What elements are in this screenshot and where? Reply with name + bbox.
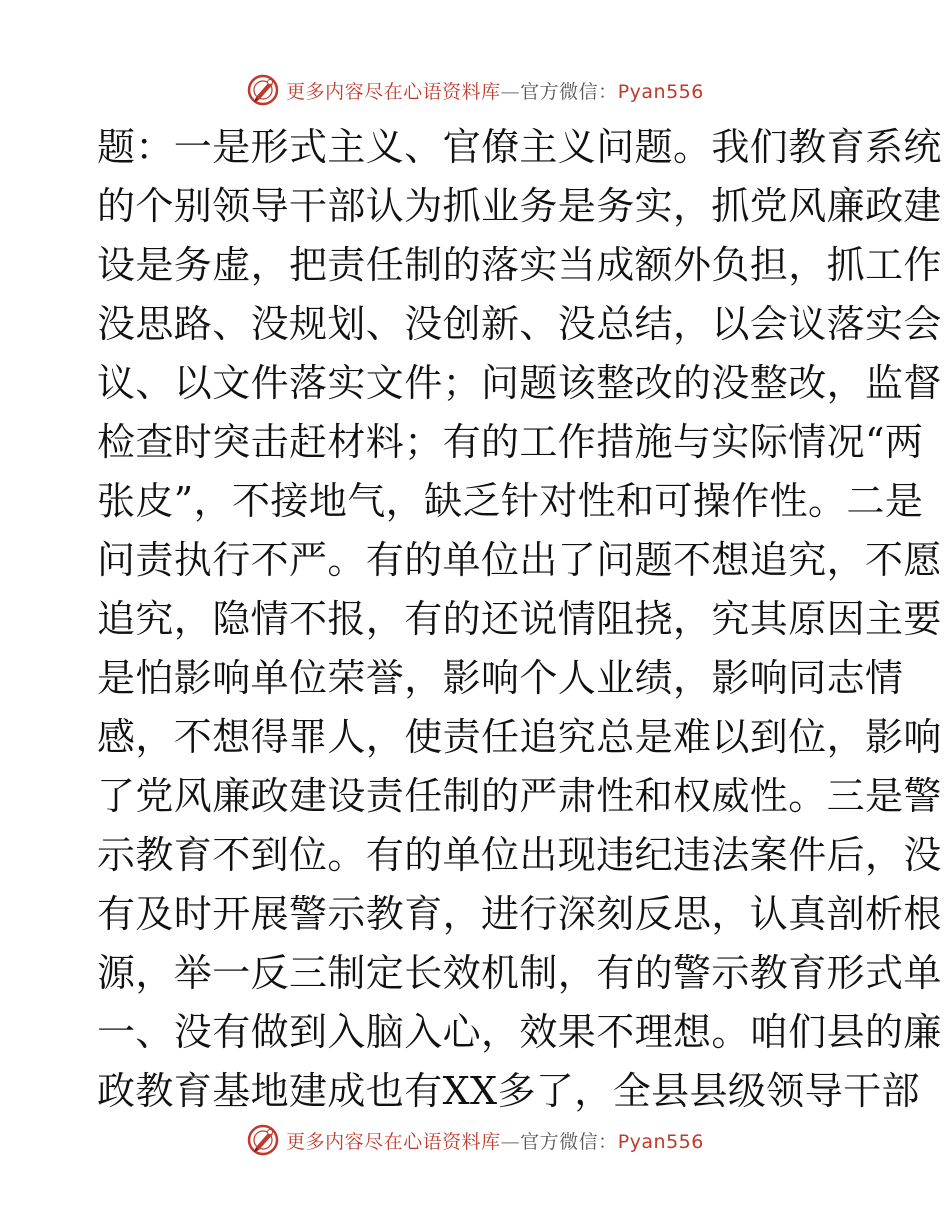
body-line: 题：一是形式主义、官僚主义问题。我们教育系统: [97, 125, 942, 169]
body-line: 有及时开展警示教育，进行深刻反思，认真剖析根: [97, 892, 942, 936]
document-body: [97, 118, 942, 1121]
body-line: 了党风廉政建设责任制的严肃性和权威性。三是警: [97, 774, 942, 818]
body-line: 检查时突击赶材料；有的工作措施与实际情况“两: [97, 420, 924, 464]
body-line: 一、没有做到入脑入心，效果不理想。咱们县的廉: [97, 1010, 942, 1054]
pen-nib-logo-icon: [246, 1123, 280, 1157]
banner-wechat-label: 官方微信：: [520, 1130, 618, 1153]
body-line: 张皮”，不接地气，缺乏针对性和可操作性。二是: [97, 479, 924, 523]
header-banner-text: [286, 77, 704, 104]
body-line: 示教育不到位。有的单位出现违纪违法案件后，没: [97, 833, 942, 877]
banner-wechat-label: 官方微信：: [520, 80, 618, 103]
body-line: 没思路、没规划、没创新、没总结，以会议落实会: [97, 302, 942, 346]
body-line: 源，举一反三制定长效机制，有的警示教育形式单: [97, 951, 942, 995]
pen-nib-logo-icon: [246, 73, 280, 107]
footer-banner-text: [286, 1127, 704, 1154]
body-line: 追究，隐情不报，有的还说情阻挠，究其原因主要: [97, 597, 942, 641]
body-line: 是怕影响单位荣誉，影响个人业绩，影响同志情: [97, 656, 904, 700]
banner-separator: —: [500, 80, 521, 103]
banner-slogan: 更多内容尽在心语资料库: [286, 1130, 501, 1153]
banner-slogan: 更多内容尽在心语资料库: [286, 80, 501, 103]
header-banner: [0, 70, 950, 110]
body-line: 感，不想得罪人，使责任追究总是难以到位，影响: [97, 715, 942, 759]
banner-wechat-id: Pyan556: [617, 80, 704, 103]
body-line: 的个别领导干部认为抓业务是务实，抓党风廉政建: [97, 184, 942, 228]
banner-wechat-id: Pyan556: [617, 1130, 704, 1153]
footer-banner: [0, 1120, 950, 1160]
body-line: 设是务虚，把责任制的落实当成额外负担，抓工作: [97, 243, 942, 287]
banner-separator: —: [500, 1130, 521, 1153]
body-line: 议、以文件落实文件；问题该整改的没整改，监督: [97, 361, 942, 405]
body-line: 政教育基地建成也有XX多了，全县县级领导干部: [97, 1069, 920, 1113]
body-line: 问责执行不严。有的单位出了问题不想追究，不愿: [97, 538, 942, 582]
